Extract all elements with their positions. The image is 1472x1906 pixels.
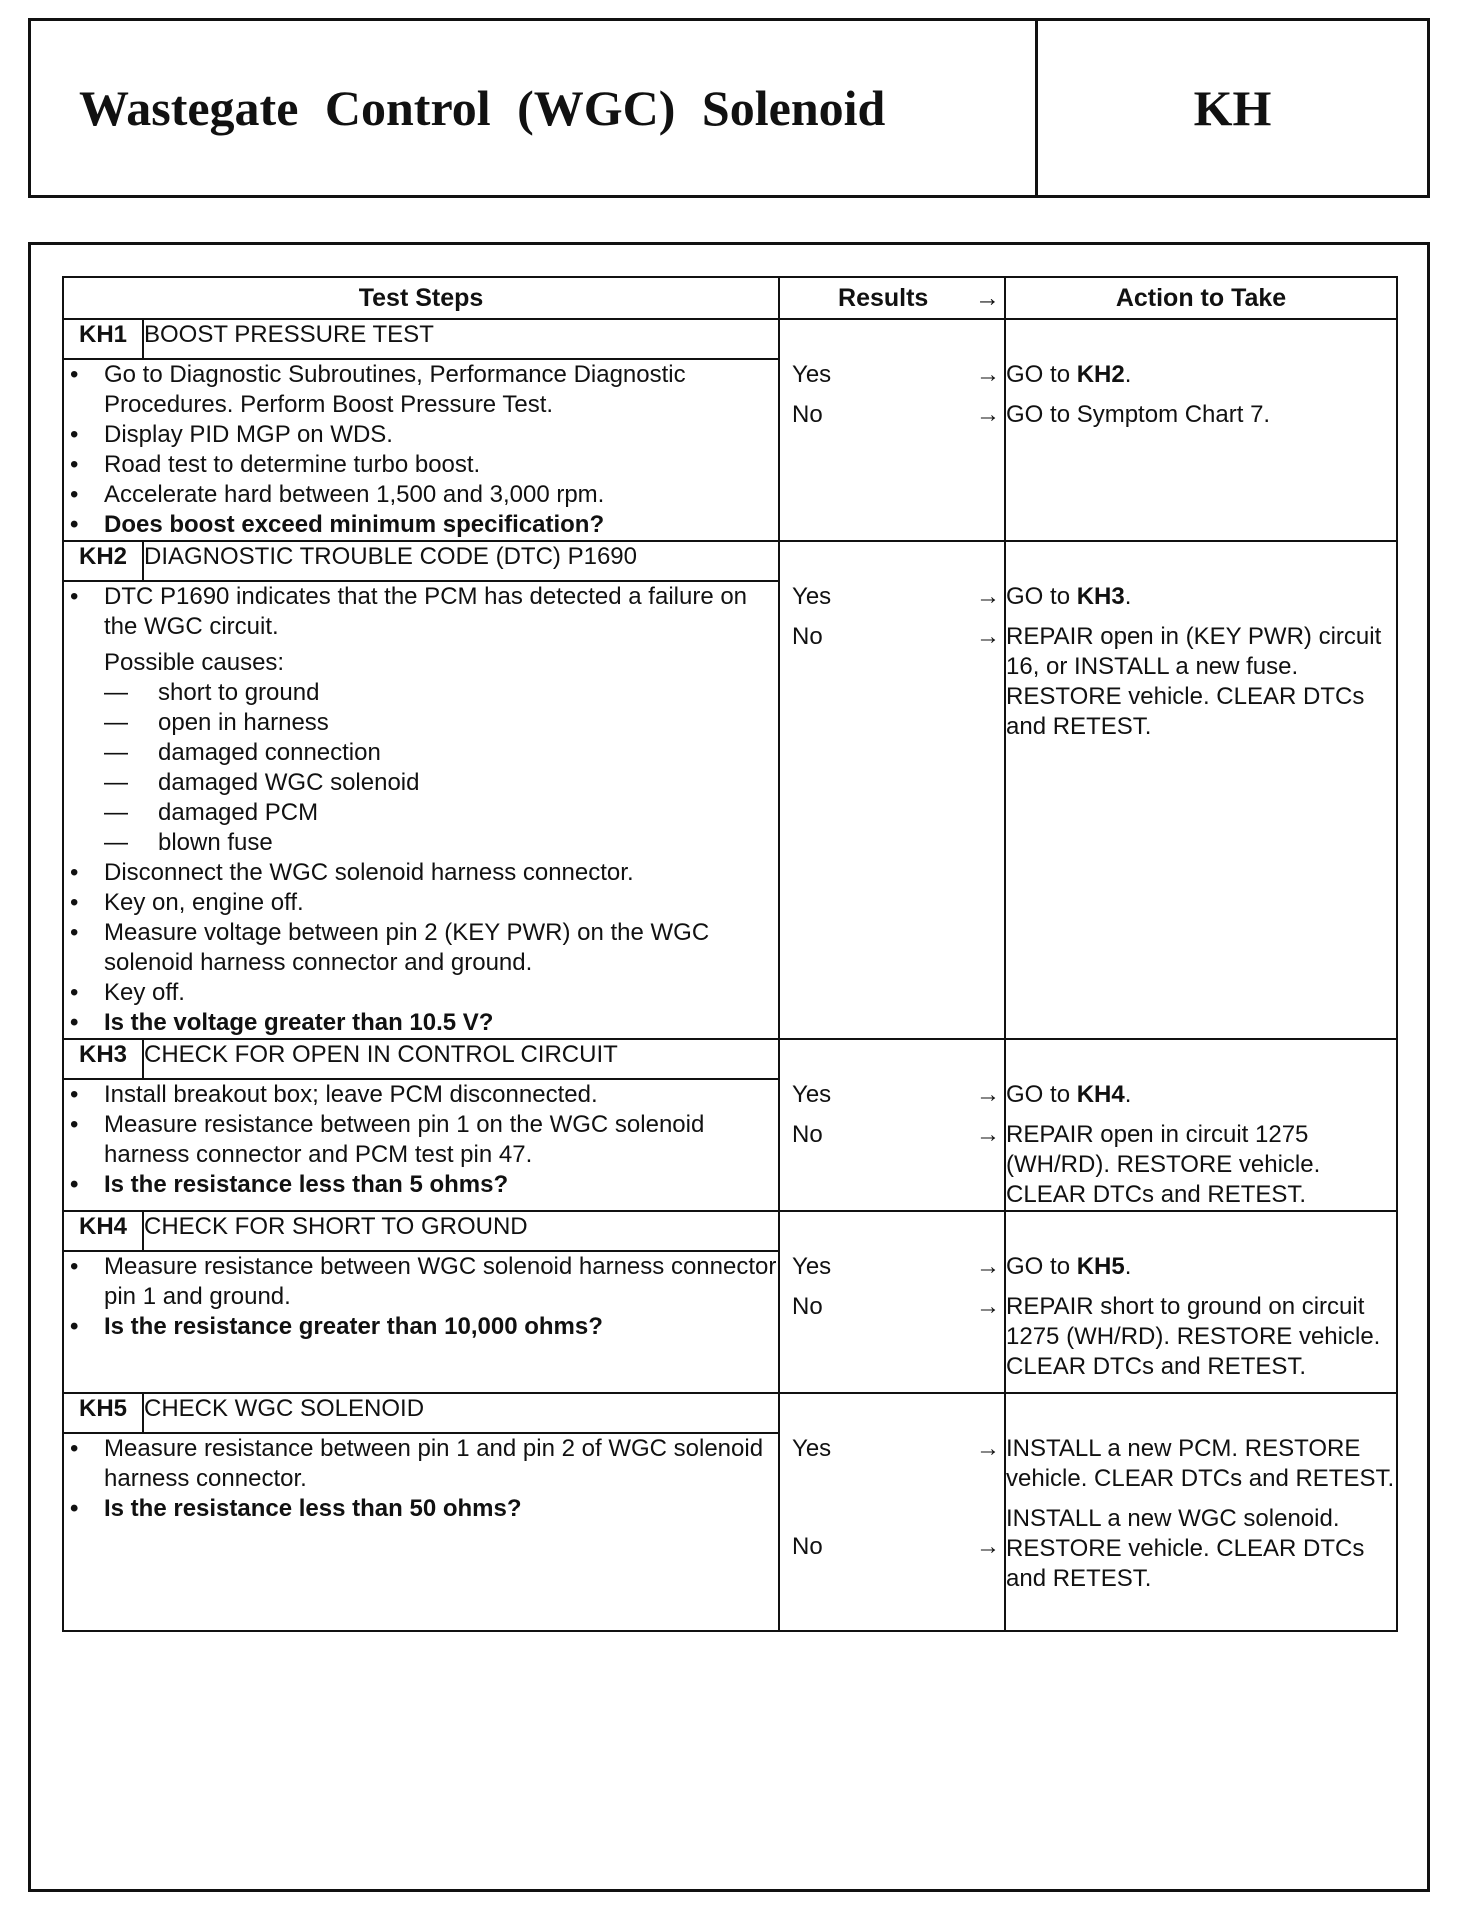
step-actions xyxy=(1005,319,1397,541)
step-title: CHECK FOR OPEN IN CONTROL CIRCUIT xyxy=(143,1039,779,1079)
step-results xyxy=(779,1039,1005,1211)
step-title: DIAGNOSTIC TROUBLE CODE (DTC) P1690 xyxy=(143,541,779,581)
action-no: REPAIR open in circuit 1275 (WH/RD). RESTORE vehicle. CLEAR DTCs and RETEST. xyxy=(1006,1121,1321,1208)
action-no: REPAIR open in (KEY PWR) circuit 16, or INSTALL a new fuse. RESTORE vehicle. CLEAR DTCs and RETEST. xyxy=(1006,623,1382,740)
cause-item: — blown fuse xyxy=(104,828,778,858)
step-kh1 xyxy=(63,319,1397,541)
result-no: No xyxy=(792,1533,823,1560)
step-kh4 xyxy=(63,1211,1397,1393)
procedure-bullet: • Install breakout box; leave PCM disconnected. xyxy=(64,1080,778,1110)
procedure-question: • Is the voltage greater than 10.5 V? xyxy=(64,1008,778,1038)
action-yes: GO to KH3. xyxy=(1006,583,1132,610)
step-procedure xyxy=(63,1251,779,1393)
arrow-icon: → xyxy=(976,1293,1001,1320)
causes-list xyxy=(64,678,778,858)
result-yes: Yes xyxy=(792,1253,832,1280)
procedure-bullet: • Measure resistance between WGC solenoid harness connector pin 1 and ground. xyxy=(64,1252,778,1312)
action-no: INSTALL a new WGC solenoid. RESTORE vehicle. CLEAR DTCs and RETEST. xyxy=(1006,1505,1365,1592)
procedure-question: • Does boost exceed minimum specification? xyxy=(64,510,778,540)
step-results xyxy=(779,319,1005,541)
test-steps-table xyxy=(62,276,1398,1632)
step-id: KH5 xyxy=(63,1393,143,1433)
result-no: No xyxy=(792,1293,823,1320)
result-yes: Yes xyxy=(792,1081,832,1108)
causes-title: Possible causes: xyxy=(104,649,285,676)
action-yes: GO to KH2. xyxy=(1006,361,1132,388)
table-header-row xyxy=(63,277,1397,319)
arrow-icon: → xyxy=(976,401,1001,428)
cause-item: — open in harness xyxy=(104,708,778,738)
step-procedure xyxy=(63,359,779,541)
procedure-bullet: • Key on, engine off. xyxy=(64,888,778,918)
action-yes: GO to KH5. xyxy=(1006,1253,1132,1280)
cause-item: — short to ground xyxy=(104,678,778,708)
step-results xyxy=(779,541,1005,1039)
procedure-bullet: • Key off. xyxy=(64,978,778,1008)
arrow-icon: → xyxy=(976,1121,1001,1148)
section-code: KH xyxy=(1193,80,1272,136)
arrow-icon: → xyxy=(976,1253,1001,1280)
result-no: No xyxy=(792,1121,823,1148)
cause-item: — damaged WGC solenoid xyxy=(104,768,778,798)
arrow-icon: → xyxy=(976,1533,1001,1560)
procedure-bullet: • Go to Diagnostic Subroutines, Performance Diagnostic Procedures. Perform Boost Pressure Test. xyxy=(64,360,778,420)
procedure-bullet: • Disconnect the WGC solenoid harness connector. xyxy=(64,858,778,888)
cause-item: — damaged PCM xyxy=(104,798,778,828)
step-procedure xyxy=(63,1079,779,1211)
step-kh5 xyxy=(63,1393,1397,1631)
step-title: CHECK FOR SHORT TO GROUND xyxy=(143,1211,779,1251)
step-results xyxy=(779,1393,1005,1631)
arrow-icon: → xyxy=(976,583,1001,610)
step-kh2 xyxy=(63,541,1397,1039)
step-actions xyxy=(1005,1211,1397,1393)
step-id: KH2 xyxy=(63,541,143,581)
procedure-question: • Is the resistance less than 5 ohms? xyxy=(64,1170,778,1200)
arrow-icon: → xyxy=(976,361,1001,388)
procedure-bullet: • Display PID MGP on WDS. xyxy=(64,420,778,450)
step-actions xyxy=(1005,541,1397,1039)
action-yes: GO to KH4. xyxy=(1006,1081,1132,1108)
procedure-question: • Is the resistance less than 50 ohms? xyxy=(64,1494,778,1524)
step-kh3 xyxy=(63,1039,1397,1211)
arrow-icon: → xyxy=(976,1435,1001,1462)
result-no: No xyxy=(792,401,823,428)
step-id: KH4 xyxy=(63,1211,143,1251)
action-yes: INSTALL a new PCM. RESTORE vehicle. CLEAR DTCs and RETEST. xyxy=(1006,1435,1395,1492)
procedure-bullet: • Measure resistance between pin 1 and pin 2 of WGC solenoid harness connector. xyxy=(64,1434,778,1494)
step-results xyxy=(779,1211,1005,1393)
test-steps-header: Test Steps xyxy=(63,277,779,319)
arrow-icon: → xyxy=(976,1081,1001,1108)
action-no: REPAIR short to ground on circuit 1275 (WH/RD). RESTORE vehicle. CLEAR DTCs and RETEST. xyxy=(1006,1293,1381,1380)
step-actions xyxy=(1005,1393,1397,1631)
procedure-question: • Is the resistance greater than 10,000 ohms? xyxy=(64,1312,778,1342)
results-header xyxy=(779,277,1005,319)
step-title: CHECK WGC SOLENOID xyxy=(143,1393,779,1433)
procedure-bullet: • Measure voltage between pin 2 (KEY PWR) on the WGC solenoid harness connector and ground. xyxy=(64,918,778,978)
action-no: GO to Symptom Chart 7. xyxy=(1006,401,1271,428)
result-yes: Yes xyxy=(792,583,832,610)
results-header-label: Results xyxy=(838,284,929,312)
cause-item: — damaged connection xyxy=(104,738,778,768)
result-yes: Yes xyxy=(792,361,832,388)
procedure-bullet: • DTC P1690 indicates that the PCM has detected a failure on the WGC circuit. xyxy=(64,582,778,642)
step-actions xyxy=(1005,1039,1397,1211)
step-id: KH1 xyxy=(63,319,143,359)
step-title: BOOST PRESSURE TEST xyxy=(143,319,779,359)
step-procedure xyxy=(63,1433,779,1631)
arrow-icon: → xyxy=(975,284,1001,312)
procedure-bullet: • Measure resistance between pin 1 on the WGC solenoid harness connector and PCM test pin 47. xyxy=(64,1110,778,1170)
result-no: No xyxy=(792,623,823,650)
page-title: Wastegate Control (WGC) Solenoid xyxy=(79,80,886,136)
arrow-icon: → xyxy=(976,623,1001,650)
procedure-bullet: • Road test to determine turbo boost. xyxy=(64,450,778,480)
step-procedure xyxy=(63,581,779,1039)
result-yes: Yes xyxy=(792,1435,832,1462)
step-id: KH3 xyxy=(63,1039,143,1079)
procedure-bullet: • Accelerate hard between 1,500 and 3,000 rpm. xyxy=(64,480,778,510)
action-header: Action to Take xyxy=(1005,277,1397,319)
header-box xyxy=(28,18,1430,198)
